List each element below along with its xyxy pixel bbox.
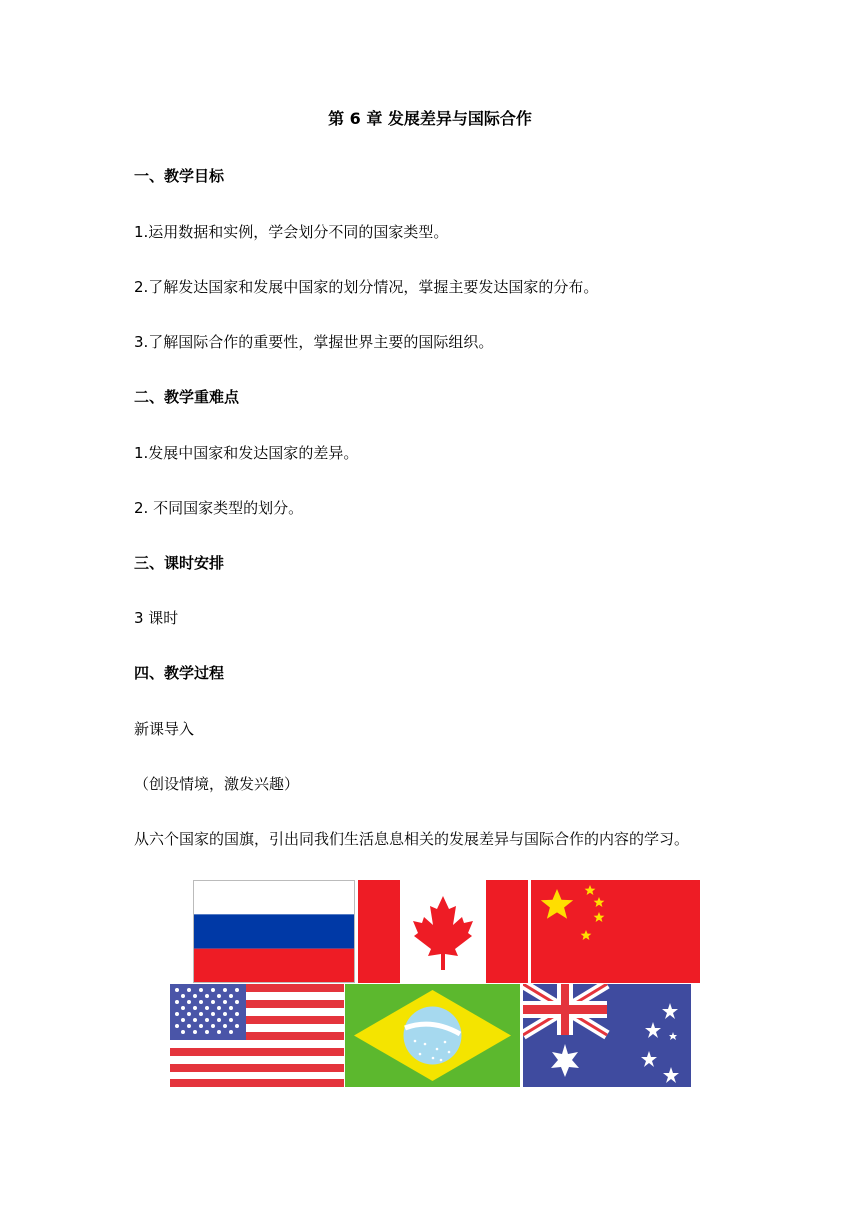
page-title: 第 6 章 发展差异与国际合作 <box>328 109 532 128</box>
australia-flag <box>523 984 691 1087</box>
objective-item-2: 2.了解发达国家和发展中国家的划分情况，掌握主要发达国家的分布。 <box>134 278 599 296</box>
globe-icon <box>404 1007 462 1065</box>
schedule-item: 3 课时 <box>134 609 179 627</box>
section-heading-process: 四、教学过程 <box>134 664 225 682</box>
russia-flag <box>193 880 355 983</box>
key-point-item-1: 1.发展中国家和发达国家的差异。 <box>134 444 359 462</box>
process-item-description: 从六个国家的国旗，引出同我们生活息息相关的发展差异与国际合作的内容的学习。 <box>134 830 690 848</box>
process-item-intro: 新课导入 <box>134 720 195 738</box>
process-item-note: （创设情境，激发兴趣） <box>134 775 300 793</box>
section-heading-key-points: 二、教学重难点 <box>134 388 240 406</box>
objective-item-3: 3.了解国际合作的重要性，掌握世界主要的国际组织。 <box>134 333 494 351</box>
key-point-item-2: 2. 不同国家类型的划分。 <box>134 499 304 517</box>
canada-flag <box>358 880 528 983</box>
usa-flag <box>170 984 344 1087</box>
section-heading-schedule: 三、课时安排 <box>134 554 225 572</box>
union-jack-icon <box>523 984 607 1035</box>
section-heading-objectives: 一、教学目标 <box>134 167 225 185</box>
china-flag <box>531 880 700 983</box>
brazil-flag <box>345 984 520 1087</box>
objective-item-1: 1.运用数据和实例，学会划分不同的国家类型。 <box>134 223 449 241</box>
